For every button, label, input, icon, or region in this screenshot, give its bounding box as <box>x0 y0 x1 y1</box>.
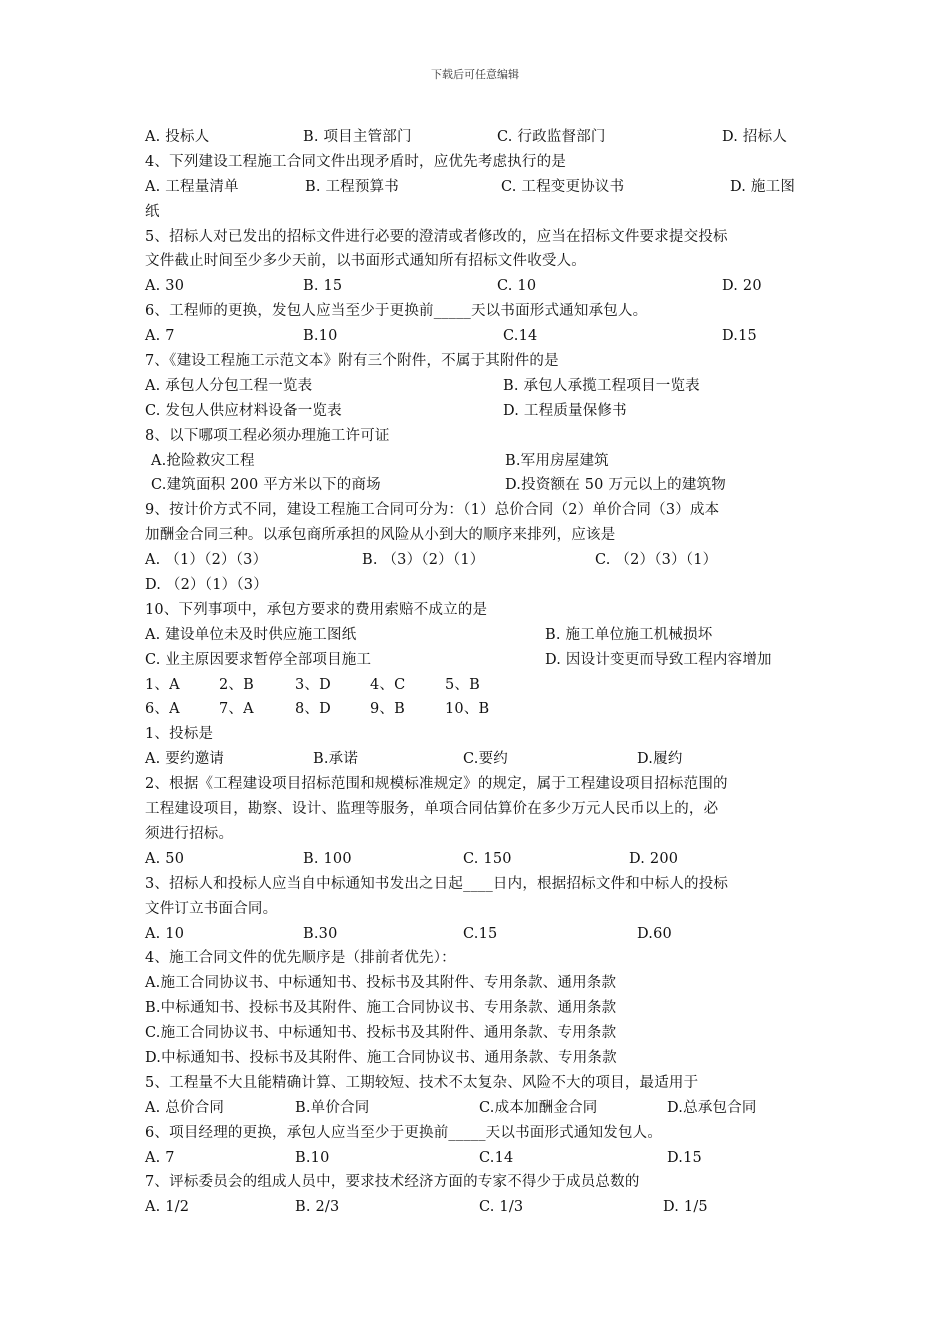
options-line <box>145 747 815 772</box>
option-item: C. 150 <box>463 850 512 867</box>
option-item: D.15 <box>667 1149 702 1166</box>
option-item: A. 30 <box>145 278 185 295</box>
option-item: C. 行政监督部门 <box>497 129 606 145</box>
option-item: B.30 <box>303 925 338 942</box>
options-line <box>145 1195 815 1220</box>
option-item: B.10 <box>295 1149 330 1166</box>
option-item: C.建筑面积 200 平方米以下的商场 <box>151 477 381 494</box>
page-header: 下载后可任意编辑 <box>431 68 519 81</box>
option-item: A.抢险救灾工程 <box>151 452 255 469</box>
text-line: 文件订立书面合同。 <box>145 900 278 917</box>
text-line: 工程建设项目，勘察、设计、监理等服务，单项合同估算价在多少万元人民币以上的，必 <box>145 801 719 818</box>
option-item: C.成本加酬金合同 <box>479 1099 598 1116</box>
document-body <box>145 125 815 1220</box>
option-item: A. 建设单位未及时供应施工图纸 <box>145 626 357 643</box>
option-item: D. 招标人 <box>722 129 788 145</box>
options-line <box>145 648 815 673</box>
text-line: 7、《建设工程施工示范文本》附有三个附件，不属于其附件的是 <box>145 353 559 370</box>
options-line <box>145 449 815 474</box>
option-item: C. 发包人供应材料设备一览表 <box>145 402 342 419</box>
options-line <box>145 1146 815 1171</box>
option-item: B. 项目主管部门 <box>303 129 412 145</box>
option-item: B.军用房屋建筑 <box>505 452 609 469</box>
option-item: 9、B <box>370 701 405 718</box>
option-item: A. 总价合同 <box>145 1099 225 1116</box>
option-item: A. 承包人分包工程一览表 <box>145 377 313 394</box>
text-line: 2、根据《工程建设项目招标范围和规模标准规定》的规定，属于工程建设项目招标范围的 <box>145 776 728 793</box>
option-item: A. 1/2 <box>145 1199 190 1216</box>
option-item: A. （1）（2）（3） <box>145 552 268 569</box>
options-line <box>145 175 815 200</box>
options-line <box>145 847 815 872</box>
option-item: B. （3）（2）（1） <box>362 552 485 569</box>
option-item: B. 工程预算书 <box>305 178 399 195</box>
option-item: A. 要约邀请 <box>145 751 225 768</box>
option-item: D. 工程质量保修书 <box>503 402 627 419</box>
text-line: 9、按计价方式不同，建设工程施工合同可分为：（1）总价合同（2）单价合同（3）成本 <box>145 502 720 519</box>
option-item: 4、C <box>370 676 406 693</box>
option-item: 5、B <box>445 676 480 693</box>
options-line <box>145 399 815 424</box>
text-line: 5、工程量不大且能精确计算、工期较短、技术不太复杂、风险不大的项目，最适用于 <box>145 1074 699 1091</box>
option-item: C. 1/3 <box>479 1199 524 1216</box>
option-item: D.60 <box>637 925 672 942</box>
option-item: A. 投标人 <box>145 129 210 145</box>
options-line <box>145 125 815 150</box>
options-line <box>145 473 815 498</box>
option-item: A. 50 <box>145 850 185 867</box>
options-line <box>145 548 815 573</box>
option-item: D.15 <box>722 328 757 345</box>
text-line: 1、投标是 <box>145 726 214 743</box>
text-line: 须进行招标。 <box>145 825 234 842</box>
option-item: A. 7 <box>145 328 175 345</box>
option-item: D. 200 <box>629 850 679 867</box>
option-item: C.要约 <box>463 751 508 768</box>
option-item: 3、D <box>295 676 331 693</box>
option-item: C. （2）（3）（1） <box>595 552 718 569</box>
option-item: D. 施工图 <box>730 178 796 195</box>
options-line <box>145 673 815 698</box>
option-item: B. 承包人承揽工程项目一览表 <box>503 377 700 394</box>
option-item: D. 因设计变更而导致工程内容增加 <box>545 651 772 668</box>
text-line: 8、以下哪项工程必须办理施工许可证 <box>145 427 390 444</box>
option-item: C. 10 <box>497 278 537 295</box>
option-item: C.15 <box>463 925 498 942</box>
option-item: 2、B <box>219 676 254 693</box>
option-item: A. 工程量清单 <box>145 178 239 195</box>
option-item: C. 工程变更协议书 <box>501 178 625 195</box>
option-item: B. 100 <box>303 850 352 867</box>
option-item: D.履约 <box>637 751 683 768</box>
option-item: C. 业主原因要求暂停全部项目施工 <box>145 651 372 668</box>
option-item: 10、B <box>445 701 490 718</box>
option-item: D. 1/5 <box>663 1199 708 1216</box>
option-item: 6、A <box>145 701 180 718</box>
text-line: 4、施工合同文件的优先顺序是（排前者优先）： <box>145 950 456 967</box>
option-item: B.单价合同 <box>295 1099 370 1116</box>
text-line: 5、招标人对已发出的招标文件进行必要的澄清或者修改的，应当在招标文件要求提交投标 <box>145 228 728 245</box>
text-line: 文件截止时间至少多少天前，以书面形式通知所有招标文件收受人。 <box>145 253 586 270</box>
option-item: 1、A <box>145 676 180 693</box>
text-line: D. （2）（1）（3） <box>145 577 268 594</box>
text-line: 7、评标委员会的组成人员中，要求技术经济方面的专家不得少于成员总数的 <box>145 1174 640 1191</box>
text-line: C.施工合同协议书、中标通知书、投标书及其附件、通用条款、专用条款 <box>145 1025 617 1042</box>
option-item: B.承诺 <box>313 751 359 768</box>
text-line: 3、招标人和投标人应当自中标通知书发出之日起____日内，根据招标文件和中标人的投标 <box>145 875 729 892</box>
text-line: 加酬金合同三种。以承包商所承担的风险从小到大的顺序来排列，应该是 <box>145 527 616 544</box>
text-line: 纸 <box>145 203 160 220</box>
option-item: 8、D <box>295 701 331 718</box>
option-item: C.14 <box>479 1149 514 1166</box>
option-item: A. 7 <box>145 1149 175 1166</box>
text-line: 4、下列建设工程施工合同文件出现矛盾时，应优先考虑执行的是 <box>145 153 567 170</box>
text-line: 10、下列事项中，承包方要求的费用索赔不成立的是 <box>145 601 488 618</box>
options-line <box>145 324 815 349</box>
option-item: 7、A <box>219 701 254 718</box>
option-item: D.投资额在 50 万元以上的建筑物 <box>505 477 726 494</box>
text-line: A.施工合同协议书、中标通知书、投标书及其附件、专用条款、通用条款 <box>145 975 617 992</box>
options-line <box>145 697 815 722</box>
options-line <box>145 274 815 299</box>
option-item: D. 20 <box>722 278 762 295</box>
option-item: A. 10 <box>145 925 185 942</box>
text-line: B.中标通知书、投标书及其附件、施工合同协议书、专用条款、通用条款 <box>145 1000 617 1017</box>
option-item: B. 施工单位施工机械损坏 <box>545 626 713 643</box>
options-line <box>145 374 815 399</box>
options-line <box>145 922 815 947</box>
options-line <box>145 1096 815 1121</box>
option-item: D.总承包合同 <box>667 1099 757 1116</box>
option-item: B. 2/3 <box>295 1199 340 1216</box>
options-line <box>145 623 815 648</box>
text-line: D.中标通知书、投标书及其附件、施工合同协议书、通用条款、专用条款 <box>145 1049 617 1066</box>
text-line: 6、工程师的更换，发包人应当至少于更换前_____天以书面形式通知承包人。 <box>145 303 648 320</box>
text-line: 6、项目经理的更换，承包人应当至少于更换前_____天以书面形式通知发包人。 <box>145 1124 663 1141</box>
option-item: C.14 <box>503 328 538 345</box>
option-item: B. 15 <box>303 278 343 295</box>
option-item: B.10 <box>303 328 338 345</box>
